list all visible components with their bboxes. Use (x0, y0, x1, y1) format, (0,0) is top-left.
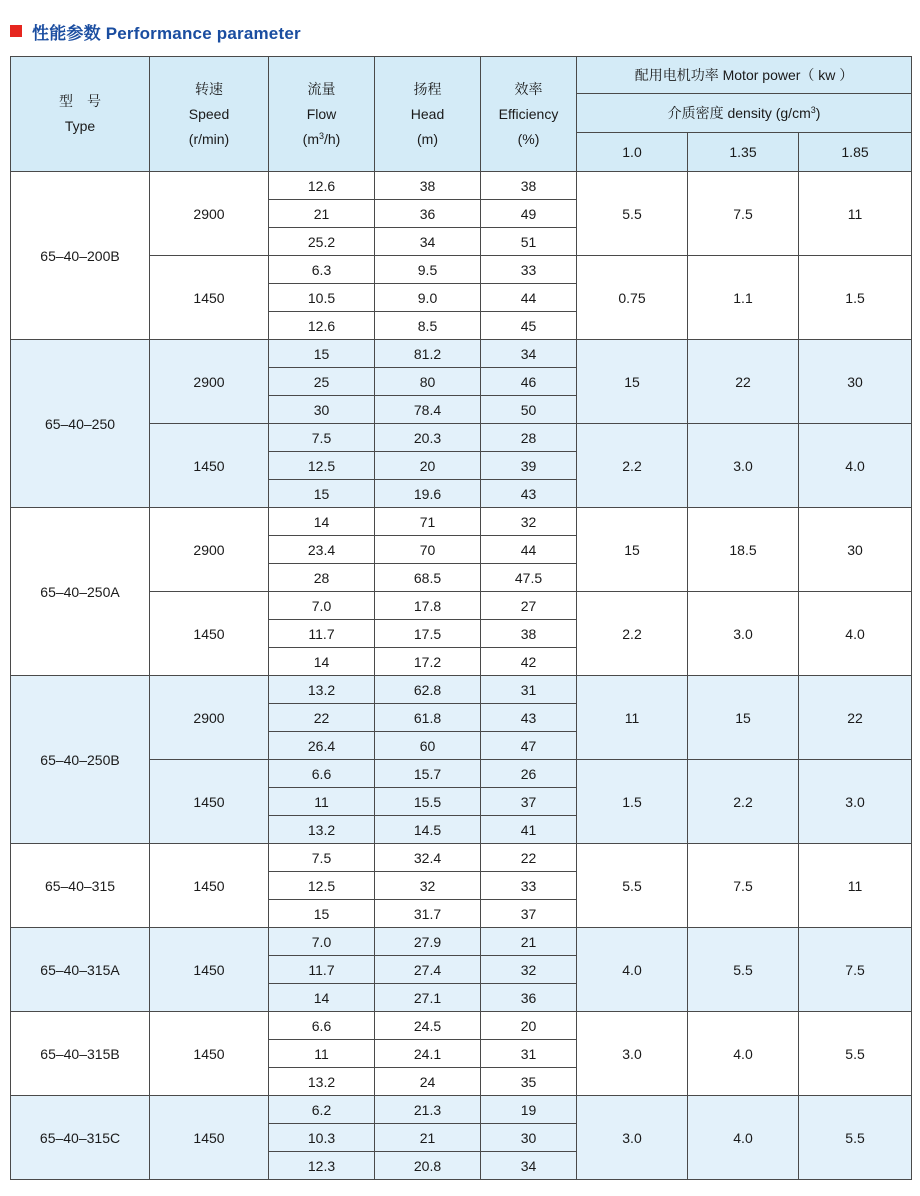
head-cell: 9.5 (375, 256, 481, 284)
power-cell-1-85: 4.0 (799, 424, 912, 508)
power-cell-1-35: 2.2 (688, 760, 799, 844)
power-cell-1-0: 3.0 (577, 1012, 688, 1096)
model-group (11, 508, 912, 676)
speed-cell: 1450 (150, 424, 269, 508)
flow-cell: 6.6 (269, 1012, 375, 1040)
flow-cell: 12.6 (269, 172, 375, 200)
head-cell: 31.7 (375, 900, 481, 928)
flow-cell: 12.5 (269, 872, 375, 900)
flow-cell: 7.5 (269, 844, 375, 872)
header-density-value: 1.35 (688, 133, 799, 172)
head-cell: 32.4 (375, 844, 481, 872)
head-cell: 20 (375, 452, 481, 480)
head-cell: 62.8 (375, 676, 481, 704)
model-type-cell: 65–40–250A (11, 508, 150, 676)
power-cell-1-35: 15 (688, 676, 799, 760)
head-cell: 68.5 (375, 564, 481, 592)
efficiency-cell: 39 (481, 452, 577, 480)
power-cell-1-85: 30 (799, 340, 912, 424)
head-cell: 80 (375, 368, 481, 396)
power-cell-1-0: 5.5 (577, 844, 688, 928)
section-title (10, 18, 301, 44)
speed-cell: 1450 (150, 1096, 269, 1180)
head-cell: 27.1 (375, 984, 481, 1012)
table-row (11, 340, 912, 368)
power-cell-1-35: 1.1 (688, 256, 799, 340)
flow-cell: 7.0 (269, 928, 375, 956)
head-cell: 71 (375, 508, 481, 536)
model-type-cell: 65–40–315C (11, 1096, 150, 1180)
head-cell: 17.2 (375, 648, 481, 676)
efficiency-cell: 33 (481, 872, 577, 900)
header-speed: 转速 Speed (r/min) (150, 57, 269, 172)
flow-cell: 22 (269, 704, 375, 732)
power-cell-1-85: 5.5 (799, 1012, 912, 1096)
head-cell: 9.0 (375, 284, 481, 312)
flow-cell: 25.2 (269, 228, 375, 256)
header-flow: 流量 Flow $(m^3/h)$ (269, 57, 375, 172)
flow-cell: 11.7 (269, 956, 375, 984)
efficiency-cell: 41 (481, 816, 577, 844)
flow-cell: 12.3 (269, 1152, 375, 1180)
table-row (11, 844, 912, 872)
model-type-cell: 65–40–250B (11, 676, 150, 844)
power-cell-1-35: 7.5 (688, 172, 799, 256)
flow-cell: 13.2 (269, 1068, 375, 1096)
efficiency-cell: 19 (481, 1096, 577, 1124)
power-cell-1-35: 3.0 (688, 592, 799, 676)
speed-cell: 1450 (150, 1012, 269, 1096)
power-cell-1-85: 5.5 (799, 1096, 912, 1180)
power-cell-1-85: 7.5 (799, 928, 912, 1012)
head-cell: 38 (375, 172, 481, 200)
head-cell: 61.8 (375, 704, 481, 732)
head-cell: 20.3 (375, 424, 481, 452)
head-cell: 19.6 (375, 480, 481, 508)
head-cell: 78.4 (375, 396, 481, 424)
flow-cell: 13.2 (269, 816, 375, 844)
speed-cell: 1450 (150, 256, 269, 340)
header-density: 介质密度 density $(g/cm^3)$ (577, 94, 912, 133)
flow-cell: 28 (269, 564, 375, 592)
head-cell: 34 (375, 228, 481, 256)
head-cell: 81.2 (375, 340, 481, 368)
head-cell: 24.5 (375, 1012, 481, 1040)
power-cell-1-35: 4.0 (688, 1096, 799, 1180)
power-cell-1-35: 3.0 (688, 424, 799, 508)
table-row (11, 928, 912, 956)
efficiency-cell: 31 (481, 1040, 577, 1068)
power-cell-1-0: 2.2 (577, 592, 688, 676)
red-square-icon (10, 25, 22, 37)
table-row (11, 508, 912, 536)
flow-cell: 12.5 (269, 452, 375, 480)
efficiency-cell: 27 (481, 592, 577, 620)
head-cell: 60 (375, 732, 481, 760)
head-cell: 32 (375, 872, 481, 900)
power-cell-1-0: 1.5 (577, 760, 688, 844)
efficiency-cell: 43 (481, 704, 577, 732)
head-cell: 70 (375, 536, 481, 564)
head-cell: 17.8 (375, 592, 481, 620)
power-cell-1-0: 0.75 (577, 256, 688, 340)
efficiency-cell: 47.5 (481, 564, 577, 592)
efficiency-cell: 32 (481, 508, 577, 536)
flow-cell: 10.3 (269, 1124, 375, 1152)
efficiency-cell: 42 (481, 648, 577, 676)
flow-cell: 6.6 (269, 760, 375, 788)
flow-cell: 15 (269, 480, 375, 508)
head-cell: 21 (375, 1124, 481, 1152)
flow-cell: 21 (269, 200, 375, 228)
head-cell: 15.7 (375, 760, 481, 788)
head-cell: 20.8 (375, 1152, 481, 1180)
header-efficiency: 效率 Efficiency (%) (481, 57, 577, 172)
model-type-cell: 65–40–315 (11, 844, 150, 928)
power-cell-1-0: 4.0 (577, 928, 688, 1012)
speed-cell: 2900 (150, 340, 269, 424)
flow-cell: 11 (269, 788, 375, 816)
speed-cell: 1450 (150, 844, 269, 928)
table-row (11, 1096, 912, 1124)
flow-cell: 30 (269, 396, 375, 424)
efficiency-cell: 37 (481, 900, 577, 928)
efficiency-cell: 21 (481, 928, 577, 956)
power-cell-1-85: 11 (799, 172, 912, 256)
model-group (11, 844, 912, 928)
power-cell-1-85: 11 (799, 844, 912, 928)
header-motor-power: 配用电机功率 Motor power（ kw ） (577, 57, 912, 94)
efficiency-cell: 30 (481, 1124, 577, 1152)
flow-cell: 10.5 (269, 284, 375, 312)
head-cell: 17.5 (375, 620, 481, 648)
flow-cell: 14 (269, 648, 375, 676)
efficiency-cell: 38 (481, 620, 577, 648)
efficiency-cell: 37 (481, 788, 577, 816)
efficiency-cell: 33 (481, 256, 577, 284)
efficiency-cell: 34 (481, 1152, 577, 1180)
flow-cell: 15 (269, 900, 375, 928)
efficiency-cell: 20 (481, 1012, 577, 1040)
head-cell: 24.1 (375, 1040, 481, 1068)
flow-cell: 14 (269, 508, 375, 536)
model-group (11, 1096, 912, 1180)
power-cell-1-35: 4.0 (688, 1012, 799, 1096)
flow-cell: 7.0 (269, 592, 375, 620)
flow-cell: 25 (269, 368, 375, 396)
flow-cell: 23.4 (269, 536, 375, 564)
efficiency-cell: 34 (481, 340, 577, 368)
head-cell: 27.4 (375, 956, 481, 984)
efficiency-cell: 38 (481, 172, 577, 200)
head-cell: 15.5 (375, 788, 481, 816)
head-cell: 8.5 (375, 312, 481, 340)
table-row (11, 676, 912, 704)
speed-cell: 1450 (150, 760, 269, 844)
model-type-cell: 65–40–250 (11, 340, 150, 508)
efficiency-cell: 43 (481, 480, 577, 508)
efficiency-cell: 49 (481, 200, 577, 228)
power-cell-1-0: 3.0 (577, 1096, 688, 1180)
model-group (11, 340, 912, 508)
flow-cell: 6.2 (269, 1096, 375, 1124)
flow-cell: 11 (269, 1040, 375, 1068)
efficiency-cell: 35 (481, 1068, 577, 1096)
efficiency-cell: 47 (481, 732, 577, 760)
power-cell-1-0: 15 (577, 340, 688, 424)
efficiency-cell: 26 (481, 760, 577, 788)
model-group (11, 1012, 912, 1096)
efficiency-cell: 36 (481, 984, 577, 1012)
speed-cell: 1450 (150, 592, 269, 676)
header-head: 扬程 Head (m) (375, 57, 481, 172)
table-header (11, 57, 912, 172)
power-cell-1-0: 5.5 (577, 172, 688, 256)
header-density-value: 1.0 (577, 133, 688, 172)
power-cell-1-35: 5.5 (688, 928, 799, 1012)
power-cell-1-35: 22 (688, 340, 799, 424)
power-cell-1-0: 15 (577, 508, 688, 592)
efficiency-cell: 22 (481, 844, 577, 872)
flow-cell: 7.5 (269, 424, 375, 452)
speed-cell: 1450 (150, 928, 269, 1012)
power-cell-1-85: 22 (799, 676, 912, 760)
flow-cell: 14 (269, 984, 375, 1012)
header-density-value: 1.85 (799, 133, 912, 172)
power-cell-1-85: 1.5 (799, 256, 912, 340)
speed-cell: 2900 (150, 172, 269, 256)
flow-cell: 11.7 (269, 620, 375, 648)
efficiency-cell: 32 (481, 956, 577, 984)
performance-table (10, 56, 912, 1180)
efficiency-cell: 45 (481, 312, 577, 340)
power-cell-1-0: 2.2 (577, 424, 688, 508)
flow-cell: 13.2 (269, 676, 375, 704)
head-cell: 24 (375, 1068, 481, 1096)
power-cell-1-0: 11 (577, 676, 688, 760)
header-type: 型 号 Type (11, 57, 150, 172)
table-row (11, 1012, 912, 1040)
flow-cell: 26.4 (269, 732, 375, 760)
flow-cell: 15 (269, 340, 375, 368)
efficiency-cell: 28 (481, 424, 577, 452)
efficiency-cell: 46 (481, 368, 577, 396)
model-group (11, 172, 912, 340)
speed-cell: 2900 (150, 676, 269, 760)
power-cell-1-85: 3.0 (799, 760, 912, 844)
section-title-text: 性能参数 Performance parameter (32, 23, 301, 43)
model-type-cell: 65–40–200B (11, 172, 150, 340)
speed-cell: 2900 (150, 508, 269, 592)
efficiency-cell: 44 (481, 536, 577, 564)
efficiency-cell: 44 (481, 284, 577, 312)
efficiency-cell: 31 (481, 676, 577, 704)
power-cell-1-35: 7.5 (688, 844, 799, 928)
power-cell-1-85: 4.0 (799, 592, 912, 676)
power-cell-1-35: 18.5 (688, 508, 799, 592)
flow-cell: 12.6 (269, 312, 375, 340)
model-group (11, 928, 912, 1012)
efficiency-cell: 51 (481, 228, 577, 256)
model-group (11, 676, 912, 844)
model-type-cell: 65–40–315B (11, 1012, 150, 1096)
head-cell: 27.9 (375, 928, 481, 956)
power-cell-1-85: 30 (799, 508, 912, 592)
model-type-cell: 65–40–315A (11, 928, 150, 1012)
table-row (11, 172, 912, 200)
head-cell: 21.3 (375, 1096, 481, 1124)
head-cell: 36 (375, 200, 481, 228)
flow-cell: 6.3 (269, 256, 375, 284)
efficiency-cell: 50 (481, 396, 577, 424)
head-cell: 14.5 (375, 816, 481, 844)
